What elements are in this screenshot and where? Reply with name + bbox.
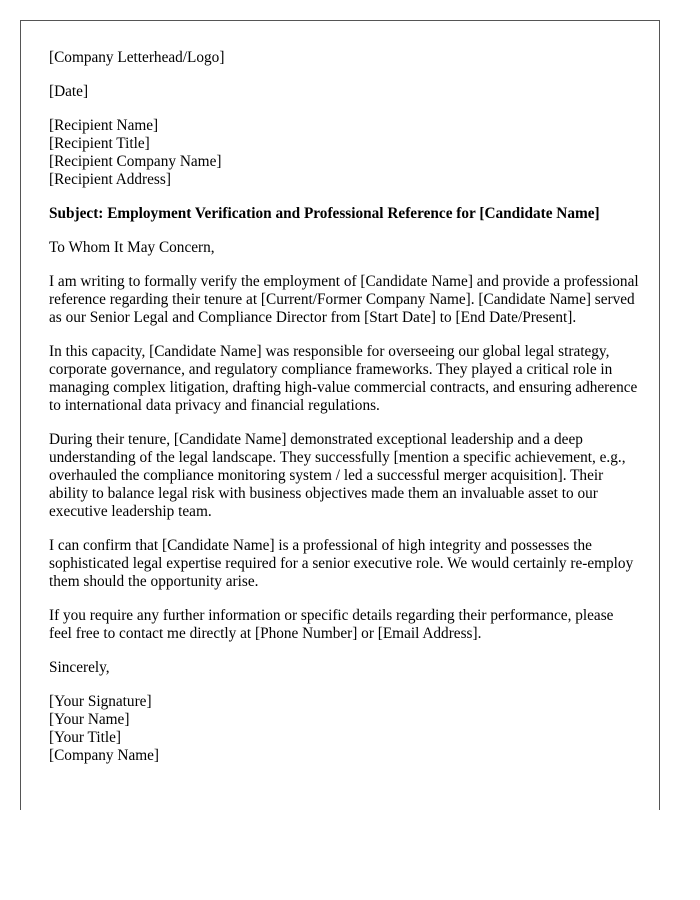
paragraph-confirmation: I can confirm that [Candidate Name] is a professional of high integrity and possesses the sophisticated legal expertise required for a senior executive role. We would certainly re-employ them should the opportunity arise. xyxy=(49,537,634,590)
closing: Sincerely, xyxy=(49,659,110,676)
paragraph-verification: I am writing to formally verify the employment of [Candidate Name] and provide a professional reference regarding their tenure at [Current/Former Company Name]. [Candidate Name] served as our Senior Legal and Compliance Director from [Start Date] to [End Date/Present]. xyxy=(49,273,639,326)
letterhead xyxy=(49,49,639,67)
signer-company: [Company Name] xyxy=(49,747,160,764)
recipient-block xyxy=(49,117,639,189)
recipient-name: [Recipient Name] xyxy=(49,117,159,134)
recipient-address: [Recipient Address] xyxy=(49,171,171,188)
closing-block xyxy=(49,659,639,677)
paragraph-contact: If you require any further information or specific details regarding their performance, please feel free to contact me directly at [Phone Number] or [Email Address]. xyxy=(49,607,614,642)
letterhead-text: [Company Letterhead/Logo] xyxy=(49,49,225,66)
salutation: To Whom It May Concern, xyxy=(49,239,215,256)
recipient-company: [Recipient Company Name] xyxy=(49,153,222,170)
letter-page xyxy=(20,20,660,810)
date-block xyxy=(49,83,639,101)
subject-line: Subject: Employment Verification and Professional Reference for [Candidate Name] xyxy=(49,205,600,222)
salutation-block xyxy=(49,239,639,257)
recipient-title: [Recipient Title] xyxy=(49,135,150,152)
signer-title: [Your Title] xyxy=(49,729,121,746)
signer-name: [Your Name] xyxy=(49,711,130,728)
signature-block xyxy=(49,693,639,765)
paragraph-achievements: During their tenure, [Candidate Name] demonstrated exceptional leadership and a deep understanding of the legal landscape. They successfully [mention a specific achievement, e.g., overhauled the compliance monitoring system / led a successful merger acquisition]. Their ability to balance legal risk with business objectives made them an invaluable asset to our executive leadership team. xyxy=(49,431,626,520)
paragraph-responsibilities: In this capacity, [Candidate Name] was responsible for overseeing our global legal strategy, corporate governance, and regulatory compliance frameworks. They played a critical role in managing complex litigation, drafting high-value commercial contracts, and ensuring adherence to international data privacy and financial regulations. xyxy=(49,343,638,414)
date-text: [Date] xyxy=(49,83,89,100)
signature-placeholder: [Your Signature] xyxy=(49,693,152,710)
letter-content xyxy=(49,49,639,765)
